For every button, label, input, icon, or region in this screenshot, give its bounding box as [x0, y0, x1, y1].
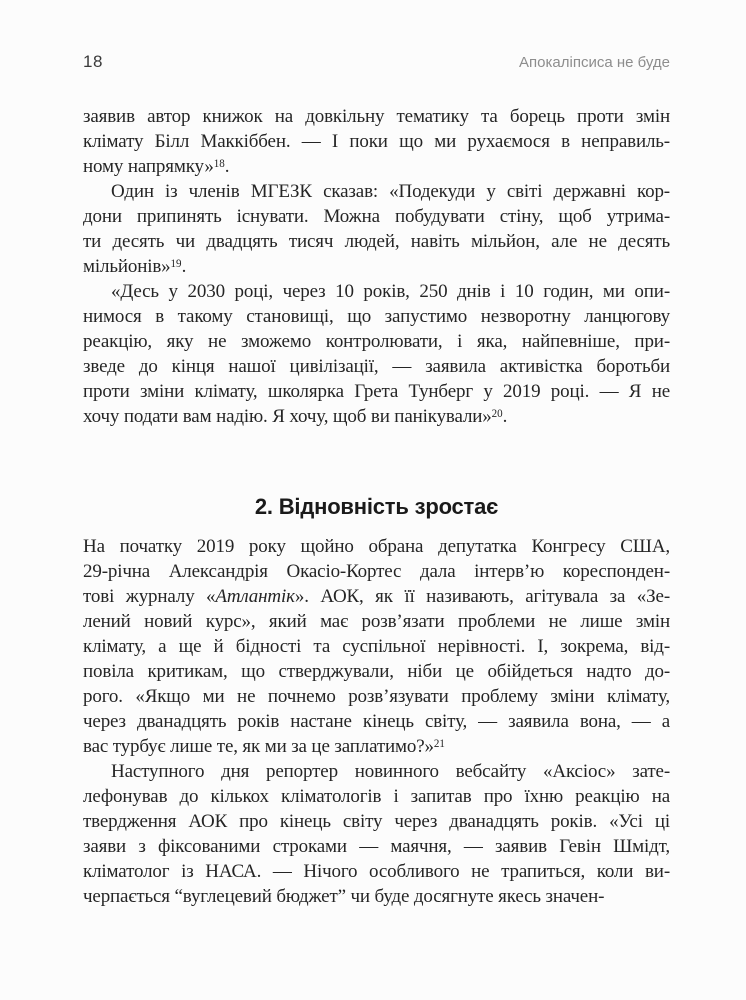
text-segment: зведе до кінця нашої цивілізації, — заявила активістка боротьби: [83, 356, 670, 377]
text-line: [83, 659, 670, 684]
section-heading: 2. Відновність зростає: [254, 494, 499, 519]
italic-text: Атлантік: [215, 586, 295, 607]
paragraph-ipcc-member: [83, 179, 670, 279]
text-line: [83, 179, 670, 204]
paragraph-aoc: [83, 534, 670, 759]
text-segment: кліматолог із НАСА. — Нічого особливого не трапиться, коли ви-: [83, 861, 670, 882]
text-segment: 29-річна Александрія Окасіо-Кортес дала інтерв’ю кореспонден-: [83, 561, 670, 582]
text-line: [83, 559, 670, 584]
text-line: [83, 129, 670, 154]
text-line: [83, 279, 670, 304]
text-line: [83, 884, 670, 909]
text-line: [83, 709, 670, 734]
text-line: [83, 534, 670, 559]
text-line: [83, 254, 670, 279]
text-line: [83, 584, 670, 609]
text-segment: заявив автор книжок на довкільну тематику та борець проти змін: [83, 106, 670, 127]
text-line: [83, 784, 670, 809]
text-line: [83, 684, 670, 709]
text-line: [83, 404, 670, 429]
text-segment: Наступного дня репортер новинного вебсайту «Аксіос» зате-: [111, 761, 670, 782]
text-segment: реакцію, яку не зможемо контролювати, і яка, найпевніше, при-: [83, 331, 670, 352]
footnote-ref: 18: [213, 157, 225, 170]
page-body: [83, 104, 670, 909]
text-line: [83, 609, 670, 634]
page-header: [83, 53, 670, 71]
text-segment: лений новий курс», який має розв’язати проблеми не лише змін: [83, 611, 670, 632]
text-line: [83, 634, 670, 659]
text-segment: Один із членів МГЕЗК сказав: «Подекуди у світі державні кор-: [111, 181, 670, 202]
text-segment: хочу подати вам надію. Я хочу, щоб ви панікували»: [83, 406, 492, 427]
text-segment: нимося в такому становищі, що запустимо незворотну ланцюгову: [83, 306, 670, 327]
text-segment: заяви з фіксованими строками — маячня, — заявив Гевін Шмідт,: [83, 836, 670, 857]
text-segment: вас турбує лише те, як ми за це заплатимо?»: [83, 736, 434, 757]
footnote-ref: 21: [433, 737, 445, 750]
text-segment: дони припинять існувати. Можна побудувати стіну, щоб утрима-: [83, 206, 670, 227]
text-line: [83, 204, 670, 229]
text-line: [83, 329, 670, 354]
paragraph-thunberg: [83, 279, 670, 429]
text-segment: .: [181, 256, 187, 277]
text-line: [83, 759, 670, 784]
text-segment: твердження АОК про кінець світу через дванадцять років. «Усі ці: [83, 811, 670, 832]
text-segment: повіла критикам, що стверджували, ніби це обійдеться надто до-: [83, 661, 670, 682]
running-title: Апокаліпсиса не буде: [519, 54, 670, 71]
text-segment: рого. «Якщо ми не почнемо розв’язувати проблему зміни клімату,: [83, 686, 670, 707]
footnote-ref: 19: [170, 257, 182, 270]
text-line: [83, 859, 670, 884]
text-segment: тові журналу «: [83, 586, 216, 607]
text-segment: мільйонів»: [83, 256, 171, 277]
page-number: 18: [83, 52, 103, 71]
text-line: [83, 379, 670, 404]
text-line: [83, 734, 670, 759]
text-segment: черпається “вуглецевий бюджет” чи буде досягнуте якесь значен-: [83, 886, 605, 907]
text-segment: На початку 2019 року щойно обрана депутатка Конгресу США,: [83, 536, 670, 557]
text-segment: ». АОК, як її називають, агітувала за «Зе-: [294, 586, 670, 607]
text-line: [83, 304, 670, 329]
text-segment: через дванадцять років настане кінець світу, — заявила вона, — а: [83, 711, 670, 732]
text-segment: клімату Білл Маккіббен. — І поки що ми рухаємося в неправиль-: [83, 131, 670, 152]
text-segment: проти зміни клімату, школярка Грета Тунберг у 2019 році. — Я не: [83, 381, 670, 402]
text-segment: клімату, а ще й бідності та суспільної нерівності. І, зокрема, від-: [83, 636, 670, 657]
text-line: [83, 154, 670, 179]
text-line: [83, 809, 670, 834]
text-segment: ти десять чи двадцять тисяч людей, навіть мільйон, але не десять: [83, 231, 670, 252]
text-segment: .: [224, 156, 230, 177]
text-segment: ному напрямку»: [83, 156, 214, 177]
text-segment: .: [502, 406, 508, 427]
text-line: [83, 229, 670, 254]
text-segment: лефонував до кількох кліматологів і запитав про їхню реакцію на: [83, 786, 670, 807]
text-line: [83, 354, 670, 379]
footnote-ref: 20: [491, 407, 503, 420]
text-segment: «Десь у 2030 році, через 10 років, 250 днів і 10 годин, ми опи-: [111, 281, 670, 302]
paragraph-mckibben: [83, 104, 670, 179]
paragraph-axios: [83, 759, 670, 909]
text-line: [83, 104, 670, 129]
text-line: [83, 834, 670, 859]
